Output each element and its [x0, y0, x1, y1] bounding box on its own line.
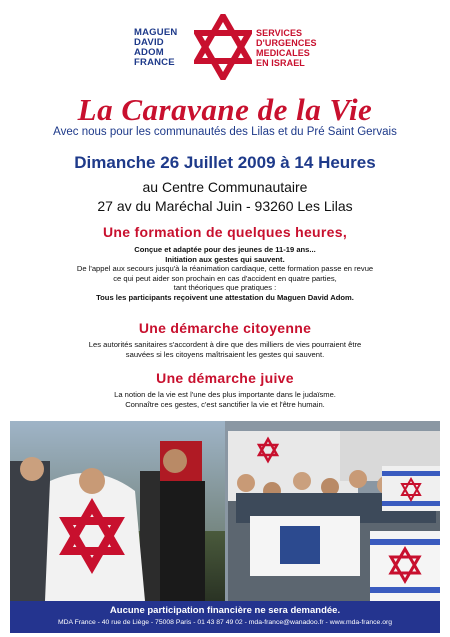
- section-line: Tous les participants reçoivent une attestation du Maguen David Adom.: [96, 292, 354, 302]
- section-body-citoyenne: [20, 340, 430, 359]
- footer-contact: MDA France - 40 rue de Liège - 75008 Paris - 01 43 87 49 02 - mda-france@wanadoo.fr - www.mda-france.org: [57, 619, 393, 626]
- org-right-line: MEDICALES: [256, 48, 310, 58]
- section-line: Les autorités sanitaires s'accordent à dire que des milliers de vies pourraient être: [88, 340, 362, 349]
- footer-bar: [10, 601, 440, 633]
- org-name-left: [134, 28, 196, 68]
- org-left-line: DAVID: [134, 37, 164, 48]
- event-date: Dimanche 26 Juillet 2009 à 14 Heures: [74, 153, 376, 172]
- page-subtitle: Avec nous pour les communautés des Lilas et du Pré Saint Gervais: [53, 126, 397, 138]
- section-body-juive: [20, 390, 430, 409]
- page-title: La Caravane de la Vie: [77, 92, 373, 127]
- event-place-line1: au Centre Communautaire: [142, 179, 308, 195]
- photo-illustration: [10, 421, 440, 601]
- section-line: sauvées si les citoyens maîtrisaient les gestes qui sauvent.: [125, 349, 325, 359]
- section-line: La notion de la vie est l'une des plus importante dans le judaïsme.: [114, 390, 336, 399]
- section-title-citoyenne: Une démarche citoyenne: [138, 320, 312, 336]
- org-right-line: D'URGENCES: [256, 38, 317, 48]
- footer-notice: Aucune participation financière ne sera demandée.: [109, 605, 341, 616]
- org-left-line: MAGUEN: [134, 27, 178, 38]
- org-right-line: EN ISRAEL: [256, 58, 305, 68]
- event-place-line2: 27 av du Maréchal Juin - 93260 Les Lilas: [97, 198, 353, 214]
- star-of-david-icon: [194, 14, 252, 80]
- org-left-line: ADOM: [134, 47, 164, 58]
- section-line: Initiation aux gestes qui sauvent.: [165, 254, 285, 264]
- header-logo: [0, 14, 450, 84]
- group-photo: [10, 421, 440, 601]
- section-title-formation: Une formation de quelques heures,: [102, 224, 348, 240]
- section-line: Conçue et adaptée pour des jeunes de 11-19 ans...: [134, 245, 316, 254]
- section-line: Connaître ces gestes, c'est sanctifier la vie et l'être humain.: [125, 399, 325, 409]
- org-right-line: SERVICES: [256, 28, 303, 38]
- section-line: ce qui peut aider son prochain en cas d'accident en quatre parties,: [113, 273, 337, 283]
- section-line: tant théoriques que pratiques :: [173, 283, 277, 293]
- org-left-line: FRANCE: [134, 57, 175, 68]
- section-body-formation: [20, 245, 430, 303]
- section-title-juive: Une démarche juive: [156, 370, 294, 386]
- org-services-right: [256, 28, 346, 68]
- section-line: De l'appel aux secours jusqu'à la réanimation cardiaque, cette formation passe en revue: [76, 264, 374, 274]
